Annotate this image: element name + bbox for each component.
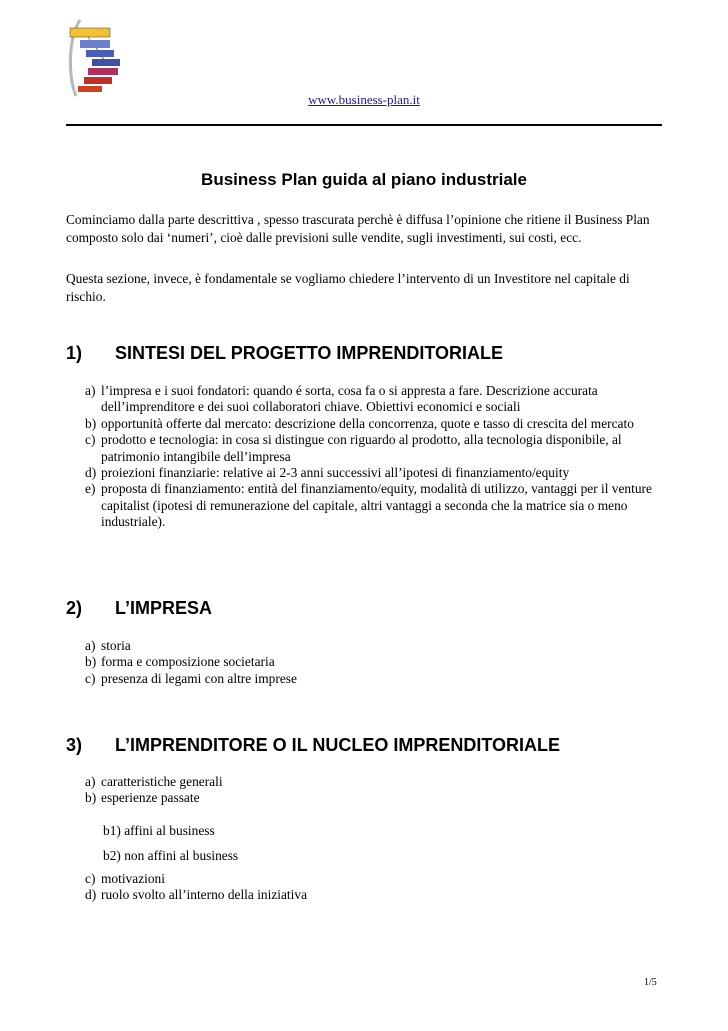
section-number: 1) <box>66 343 83 363</box>
website-link[interactable]: www.business-plan.it <box>308 92 420 107</box>
intro-paragraph: Cominciamo dalla parte descrittiva , spesso trascurata perchè è diffusa l’opinione che ritiene il Business Plan composto solo dai ‘numeri’, cioè dalle previsioni sulle vendite, sugli investimenti, sui costi, ecc. <box>66 212 650 245</box>
list-item: a) storia <box>85 638 131 653</box>
section-3-list-continued <box>66 871 662 904</box>
section-title: L’IMPRENDITORE O IL NUCLEO IMPRENDITORIALE <box>115 735 561 755</box>
section-2-list <box>66 638 662 687</box>
list-item: b) esperienze passate <box>85 790 200 806</box>
list-item: c) presenza di legami con altre imprese <box>85 670 297 686</box>
section-title: SINTESI DEL PROGETTO IMPRENDITORIALE <box>115 343 504 363</box>
list-item: b) forma e composizione societaria <box>85 654 275 670</box>
intro-paragraph: Questa sezione, invece, è fondamentale se vogliamo chiedere l’intervento di un Investitore nel capitale di rischio. <box>66 271 630 304</box>
header-divider <box>66 124 662 126</box>
list-item: a) l’impresa e i suoi fondatori: quando é sorta, cosa fa o si appresta a fare. Descrizione accurata dell’imprenditore e dei suoi collaboratori chiave. Obiettivi economici e sociali <box>85 383 598 415</box>
list-item: e) proposta di finanziamento: entità del finanziamento/equity, modalità di utilizzo, vantaggi per il venture capitalist (ipotesi di remunerazione del capitale, altri vantaggi a seconda che la matrice sia o meno industriale). <box>85 481 652 530</box>
section-3-list <box>66 774 662 807</box>
list-item: d) ruolo svolto all’interno della iniziativa <box>85 887 308 903</box>
section-number: 2) <box>66 598 83 618</box>
list-item: d) proiezioni finanziarie: relative ai 2-3 anni successivi all’ipotesi di finanziamento/equity <box>85 465 570 481</box>
page-number: 1/5 <box>644 977 657 988</box>
list-item: c) prodotto e tecnologia: in cosa si distingue con riguardo al prodotto, alla tecnologia disponibile, al patrimonio intangibile dell’impresa <box>85 432 622 464</box>
section-1-list <box>66 383 662 531</box>
section-number: 3) <box>66 735 83 755</box>
list-item: b) opportunità offerte dal mercato: descrizione della concorrenza, quote e tasso di crescita del mercato <box>85 415 634 431</box>
section-title: L’IMPRESA <box>115 598 213 618</box>
sub-item: b2) non affini al business <box>103 848 239 863</box>
list-item: a) caratteristiche generali <box>85 774 223 789</box>
business-plan-logo <box>66 18 126 100</box>
document-title: Business Plan guida al piano industriale <box>201 170 527 189</box>
sub-item: b1) affini al business <box>103 823 215 838</box>
list-item: c) motivazioni <box>85 871 165 886</box>
